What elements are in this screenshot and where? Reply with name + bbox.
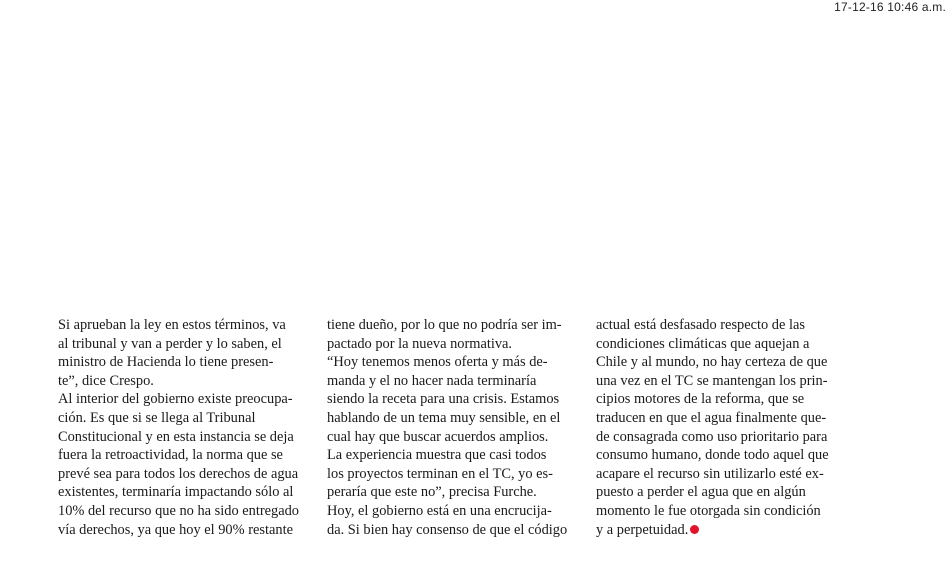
text-line: al tribunal y van a perder y lo saben, el xyxy=(58,335,282,352)
text-line: consumo humano, donde todo aquel que xyxy=(596,447,829,464)
text-line-last-text: y a perpetuidad. xyxy=(596,521,689,538)
text-line: da. Si bien hay consenso de que el código xyxy=(327,521,568,538)
text-line: La experiencia muestra que casi todos xyxy=(327,447,547,464)
page-timestamp: 17-12-16 10:46 a.m. xyxy=(834,0,946,14)
article-column-3 xyxy=(596,316,848,539)
text-line: Al interior del gobierno existe preocupa- xyxy=(58,391,293,408)
text-line: ministro de Hacienda lo tiene presen- xyxy=(58,354,274,371)
text-line: peraría que este no”, precisa Furche. xyxy=(327,484,537,501)
text-line: condiciones climáticas que aquejan a xyxy=(596,335,810,352)
text-line: manda y el no hacer nada terminaría xyxy=(327,372,537,389)
end-of-article-dot-icon xyxy=(690,525,699,534)
text-line: ción. Es que si se llega al Tribunal xyxy=(58,409,256,426)
text-line: prevé sea para todos los derechos de agua xyxy=(58,465,299,482)
text-line: momento le fue otorgada sin condición xyxy=(596,502,821,519)
article-column-2 xyxy=(327,316,579,539)
text-line: vía derechos, ya que hoy el 90% restante xyxy=(58,521,293,538)
text-line: acapare el recurso sin utilizarlo esté ex- xyxy=(596,465,824,482)
text-line: siendo la receta para una crisis. Estamos xyxy=(327,391,560,408)
text-line: fuera la retroactividad, la norma que se xyxy=(58,447,283,464)
text-line: Hoy, el gobierno está en una encrucija- xyxy=(327,502,552,519)
text-line: traducen en que el agua finalmente que- xyxy=(596,409,827,426)
text-line: Chile y al mundo, no hay certeza de que xyxy=(596,354,828,371)
text-line: existentes, terminaría impactando sólo al xyxy=(58,484,294,501)
text-line: hablando de un tema muy sensible, en el xyxy=(327,409,561,426)
text-line: “Hoy tenemos menos oferta y más de- xyxy=(327,354,548,371)
text-line-last xyxy=(596,521,848,540)
text-line: Si aprueban la ley en estos términos, va xyxy=(58,317,286,333)
text-line: los proyectos terminan en el TC, yo es- xyxy=(327,465,553,482)
text-line: pactado por la nueva normativa. xyxy=(327,335,513,352)
text-line: cual hay que buscar acuerdos amplios. xyxy=(327,428,549,445)
text-line: actual está desfasado respecto de las xyxy=(596,317,805,333)
text-line: te”, dice Crespo. xyxy=(58,372,154,389)
article-column-1 xyxy=(58,316,310,539)
text-line: 10% del recurso que no ha sido entregado xyxy=(58,502,299,519)
text-line: cipios motores de la reforma, que se xyxy=(596,391,805,408)
text-line: Constitucional y en esta instancia se deja xyxy=(58,428,294,445)
text-line: de consagrada como uso prioritario para xyxy=(596,428,828,445)
text-line: puesto a perder el agua que en algún xyxy=(596,484,806,501)
text-line: una vez en el TC se mantengan los prin- xyxy=(596,372,828,389)
text-line: tiene dueño, por lo que no podría ser im- xyxy=(327,317,562,333)
